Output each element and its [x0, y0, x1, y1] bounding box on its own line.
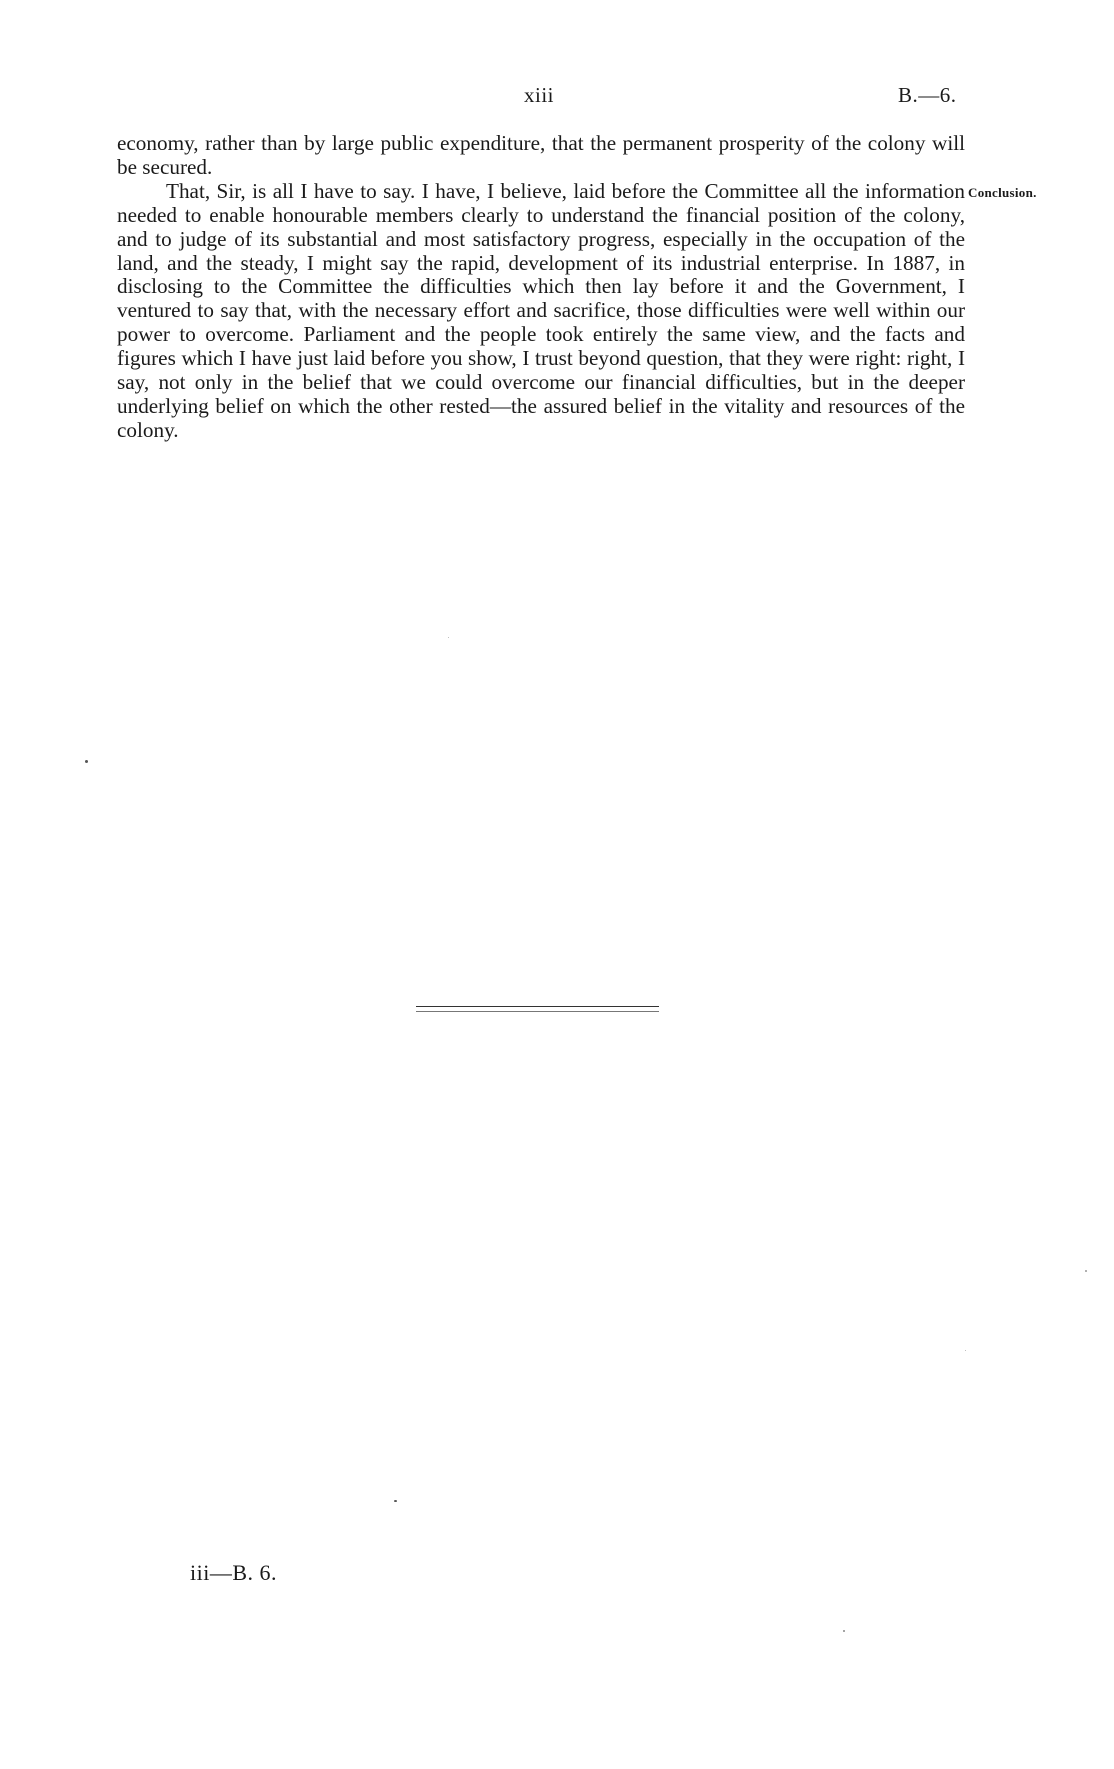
body-text: [117, 132, 965, 443]
paper-speck: [965, 1350, 966, 1351]
paragraph-continuation: economy, rather than by large public expenditure, that the permanent prosperity of the colony will be secured.: [117, 131, 965, 179]
document-reference: B.—6.: [898, 83, 957, 107]
paper-speck: [85, 760, 88, 763]
margin-note-conclusion: Conclusion.: [968, 185, 1037, 200]
paper-speck: [1085, 1270, 1087, 1272]
section-divider-rule: [416, 1006, 659, 1007]
page-number: xiii: [524, 83, 555, 107]
paper-speck: [448, 637, 449, 638]
paper-speck: [394, 1500, 397, 1502]
paragraph-conclusion: That, Sir, is all I have to say. I have, I believe, laid before the Committee all the information needed to enable honourable members clearly to understand the financial position of the colony, and to judge of its substantial and most satisfactory progress, especially in the occupation of the land, and the steady, I might say the rapid, development of its industrial enterprise. In 1887, in disclosing to the Committee the difficulties which then lay before it and the Government, I ventured to say that, with the necessary effort and sacrifice, those difficulties were well within our power to overcome. Parliament and the people took entirely the same view, and the facts and figures which I have just laid before you show, I trust beyond question, that they were right: right, I say, not only in the belief that we could overcome our financial difficulties, but in the deeper underlying belief on which the other rested—the assured belief in the vitality and resources of the colony.: [117, 178, 965, 442]
section-divider-rule-secondary: [416, 1011, 659, 1012]
paper-speck: [843, 1630, 845, 1632]
footer-signature-mark: iii—B. 6.: [190, 1560, 278, 1585]
